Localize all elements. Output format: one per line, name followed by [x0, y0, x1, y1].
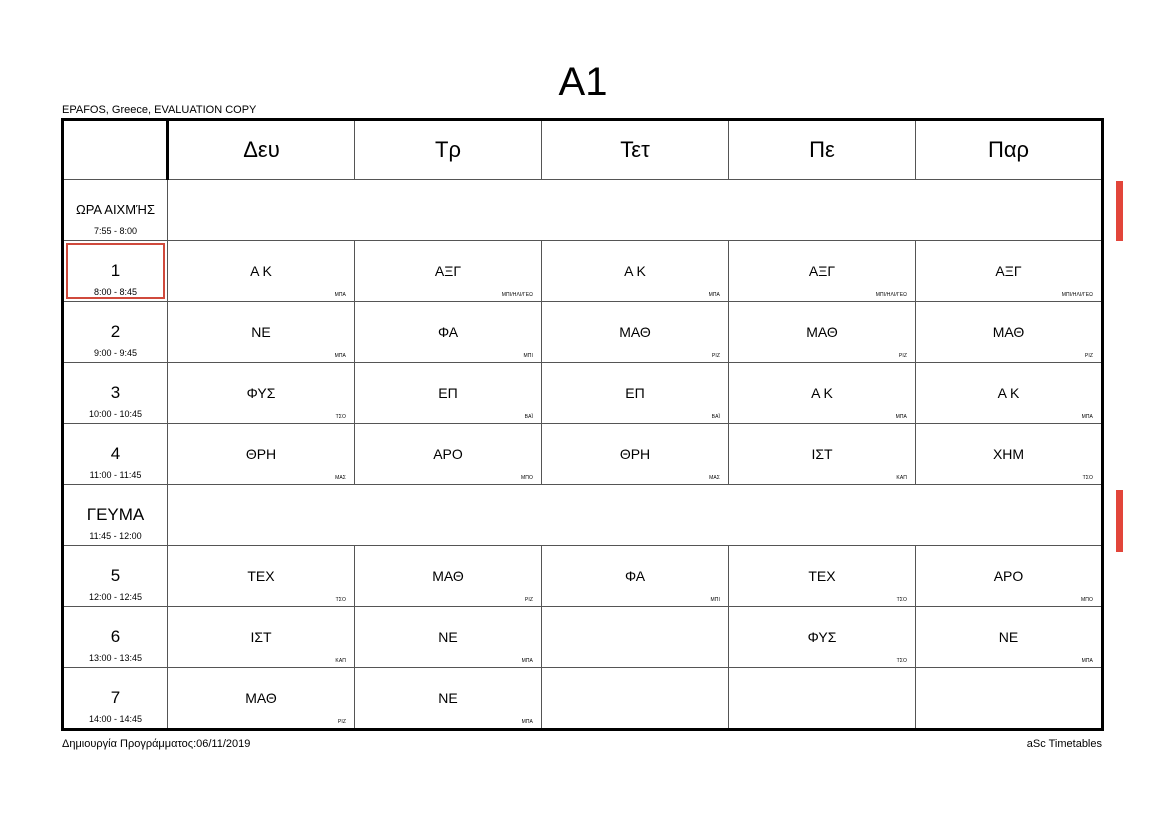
break-marker[interactable]	[1116, 181, 1123, 241]
day-header[interactable]: Τρ	[355, 120, 542, 180]
subject-label: ΦΥΣ	[807, 629, 837, 645]
subject-label: ΘΡΗ	[245, 446, 277, 462]
break-row-morning	[63, 180, 1103, 241]
lesson-cell[interactable]	[168, 607, 355, 668]
period-row-4	[63, 424, 1103, 485]
subject-label: ΧΗΜ	[992, 446, 1025, 462]
period-time: 12:00 - 12:45	[88, 592, 143, 602]
teacher-label: ΜΑΣ	[709, 475, 720, 481]
lesson-cell[interactable]	[542, 546, 729, 607]
break-cell	[168, 180, 1103, 241]
teacher-label: ΜΠΑ	[708, 292, 720, 298]
period-number: 1	[110, 261, 121, 280]
teacher-label: ΜΠΑ	[1081, 658, 1093, 664]
break-time: 11:45 - 12:00	[89, 531, 142, 541]
software-label: aSc Timetables	[1026, 738, 1102, 750]
subject-label: ΜΑΘ	[992, 324, 1025, 340]
teacher-label: ΜΠΑ	[334, 353, 346, 359]
lesson-cell[interactable]	[168, 424, 355, 485]
teacher-label: ΜΠΑ	[895, 414, 907, 420]
lesson-cell[interactable]	[916, 363, 1103, 424]
teacher-label: ΒΑΪ	[711, 414, 720, 420]
period-time: 10:00 - 10:45	[88, 409, 143, 419]
empty-lesson-cell[interactable]	[916, 668, 1103, 730]
subject-label: ΝΕ	[998, 629, 1019, 645]
teacher-label: ΜΠΙ/ΗΛΙ/ΓΕΩ	[1061, 292, 1093, 298]
lesson-cell[interactable]	[916, 546, 1103, 607]
teacher-label: ΜΠΑ	[521, 719, 533, 725]
break-header[interactable]	[63, 180, 168, 241]
period-row-1	[63, 241, 1103, 302]
lesson-cell[interactable]	[168, 363, 355, 424]
break-time: 7:55 - 8:00	[93, 226, 138, 236]
period-header-selected[interactable]	[63, 241, 168, 302]
lesson-cell[interactable]	[729, 546, 916, 607]
teacher-label: ΜΠΙ/ΗΛΙ/ΓΕΩ	[875, 292, 907, 298]
subject-label: ΜΑΘ	[619, 324, 651, 340]
corner-cell	[63, 120, 168, 180]
period-header[interactable]	[63, 546, 168, 607]
lesson-cell[interactable]	[168, 668, 355, 730]
period-header[interactable]	[63, 668, 168, 730]
day-header[interactable]: Παρ	[916, 120, 1103, 180]
lesson-cell[interactable]	[355, 424, 542, 485]
lesson-cell[interactable]	[916, 607, 1103, 668]
subject-label: ΜΑΘ	[432, 568, 464, 584]
period-number: 4	[110, 444, 121, 463]
period-number: 3	[110, 383, 121, 402]
subject-label: ΤΕΧ	[247, 568, 275, 584]
teacher-label: ΤΣΟ	[896, 658, 907, 664]
period-number: 5	[110, 566, 121, 585]
period-time: 13:00 - 13:45	[88, 653, 143, 663]
subject-label: ΝΕ	[251, 324, 271, 340]
period-number: 2	[110, 322, 121, 341]
lesson-cell[interactable]	[729, 363, 916, 424]
lesson-cell[interactable]	[355, 241, 542, 302]
day-header[interactable]: Τετ	[542, 120, 729, 180]
subject-label: ΦΑ	[624, 568, 646, 584]
period-time: 11:00 - 11:45	[89, 470, 142, 480]
subject-label: ΕΠ	[438, 385, 458, 401]
lesson-cell[interactable]	[729, 607, 916, 668]
lesson-cell[interactable]	[729, 241, 916, 302]
lesson-cell[interactable]	[542, 363, 729, 424]
lesson-cell[interactable]	[542, 241, 729, 302]
lesson-cell[interactable]	[916, 424, 1103, 485]
break-marker[interactable]	[1116, 490, 1123, 552]
break-row-lunch	[63, 485, 1103, 546]
period-row-2	[63, 302, 1103, 363]
lesson-cell[interactable]	[542, 302, 729, 363]
subject-label: ΘΡΗ	[619, 446, 651, 462]
break-cell	[168, 485, 1103, 546]
subject-label: ΑΡΟ	[993, 568, 1024, 584]
teacher-label: ΜΠΟ	[521, 475, 533, 481]
lesson-cell[interactable]	[916, 241, 1103, 302]
lesson-cell[interactable]	[168, 546, 355, 607]
period-row-3	[63, 363, 1103, 424]
teacher-label: ΜΠΑ	[1081, 414, 1093, 420]
period-number: 7	[110, 688, 121, 707]
period-header[interactable]	[63, 607, 168, 668]
lesson-cell[interactable]	[355, 302, 542, 363]
lesson-cell[interactable]	[168, 302, 355, 363]
teacher-label: ΡΙΖ	[1084, 353, 1093, 359]
teacher-label: ΤΣΟ	[335, 597, 346, 603]
subject-label: ΑΞΓ	[434, 263, 462, 279]
break-header[interactable]	[63, 485, 168, 546]
subject-label: ΤΕΧ	[808, 568, 836, 584]
day-header[interactable]: Πε	[729, 120, 916, 180]
lesson-cell[interactable]	[542, 424, 729, 485]
timetable-grid	[61, 118, 1104, 731]
empty-lesson-cell[interactable]	[542, 607, 729, 668]
subject-label: Α Κ	[811, 385, 833, 401]
teacher-label: ΤΣΟ	[1082, 475, 1093, 481]
subject-label: ΝΕ	[438, 629, 458, 645]
period-header[interactable]	[63, 363, 168, 424]
lesson-cell[interactable]	[355, 607, 542, 668]
teacher-label: ΜΠΟ	[1081, 597, 1093, 603]
lesson-cell[interactable]	[355, 363, 542, 424]
created-date-label: Δημιουργία Προγράμματος:06/11/2019	[62, 738, 251, 750]
lesson-cell[interactable]	[729, 424, 916, 485]
subject-label: ΜΑΘ	[806, 324, 838, 340]
period-header[interactable]	[63, 302, 168, 363]
subject-label: ΦΥΣ	[246, 385, 276, 401]
teacher-label: ΜΑΣ	[335, 475, 346, 481]
timetable-title: A1	[558, 60, 608, 104]
empty-lesson-cell[interactable]	[542, 668, 729, 730]
lesson-cell[interactable]	[355, 546, 542, 607]
teacher-label: ΤΣΟ	[896, 597, 907, 603]
subject-label: ΙΣΤ	[811, 446, 833, 462]
lesson-cell[interactable]	[355, 668, 542, 730]
teacher-label: ΜΠΙ	[710, 597, 720, 603]
teacher-label: ΡΙΖ	[711, 353, 720, 359]
teacher-label: ΚΑΠ	[896, 475, 907, 481]
subject-label: ΙΣΤ	[250, 629, 272, 645]
subject-label: ΕΠ	[625, 385, 645, 401]
subject-label: ΜΑΘ	[245, 690, 277, 706]
period-number: 6	[110, 627, 121, 646]
subject-label: Α Κ	[624, 263, 646, 279]
teacher-label: ΡΙΖ	[898, 353, 907, 359]
day-header[interactable]: Δευ	[168, 120, 355, 180]
subject-label: ΑΡΟ	[433, 446, 463, 462]
teacher-label: ΜΠΑ	[521, 658, 533, 664]
school-label: EPAFOS, Greece, EVALUATION COPY	[62, 104, 257, 116]
period-time: 9:00 - 9:45	[93, 348, 138, 358]
teacher-label: ΒΑΪ	[524, 414, 533, 420]
subject-label: ΝΕ	[438, 690, 458, 706]
period-row-5	[63, 546, 1103, 607]
subject-label: ΑΞΓ	[995, 263, 1022, 279]
subject-label: Α Κ	[250, 263, 272, 279]
period-row-6	[63, 607, 1103, 668]
period-time: 8:00 - 8:45	[93, 287, 138, 297]
break-label: ΩΡΑ ΑΙΧΜΉΣ	[76, 202, 155, 217]
teacher-label: ΜΠΙ	[523, 353, 533, 359]
period-row-7	[63, 668, 1103, 730]
subject-label: ΑΞΓ	[808, 263, 836, 279]
break-label: ΓΕΥΜΑ	[86, 505, 145, 524]
teacher-label: ΡΙΖ	[337, 719, 346, 725]
teacher-label: ΜΠΙ/ΗΛΙ/ΓΕΩ	[501, 292, 533, 298]
lesson-cell[interactable]	[729, 302, 916, 363]
teacher-label: ΜΠΑ	[334, 292, 346, 298]
lesson-cell[interactable]	[916, 302, 1103, 363]
subject-label: ΦΑ	[437, 324, 459, 340]
lesson-cell[interactable]	[168, 241, 355, 302]
teacher-label: ΡΙΖ	[524, 597, 533, 603]
teacher-label: ΚΑΠ	[335, 658, 346, 664]
empty-lesson-cell[interactable]	[729, 668, 916, 730]
period-header[interactable]	[63, 424, 168, 485]
subject-label: Α Κ	[997, 385, 1020, 401]
period-time: 14:00 - 14:45	[88, 714, 143, 724]
teacher-label: ΤΣΟ	[335, 414, 346, 420]
